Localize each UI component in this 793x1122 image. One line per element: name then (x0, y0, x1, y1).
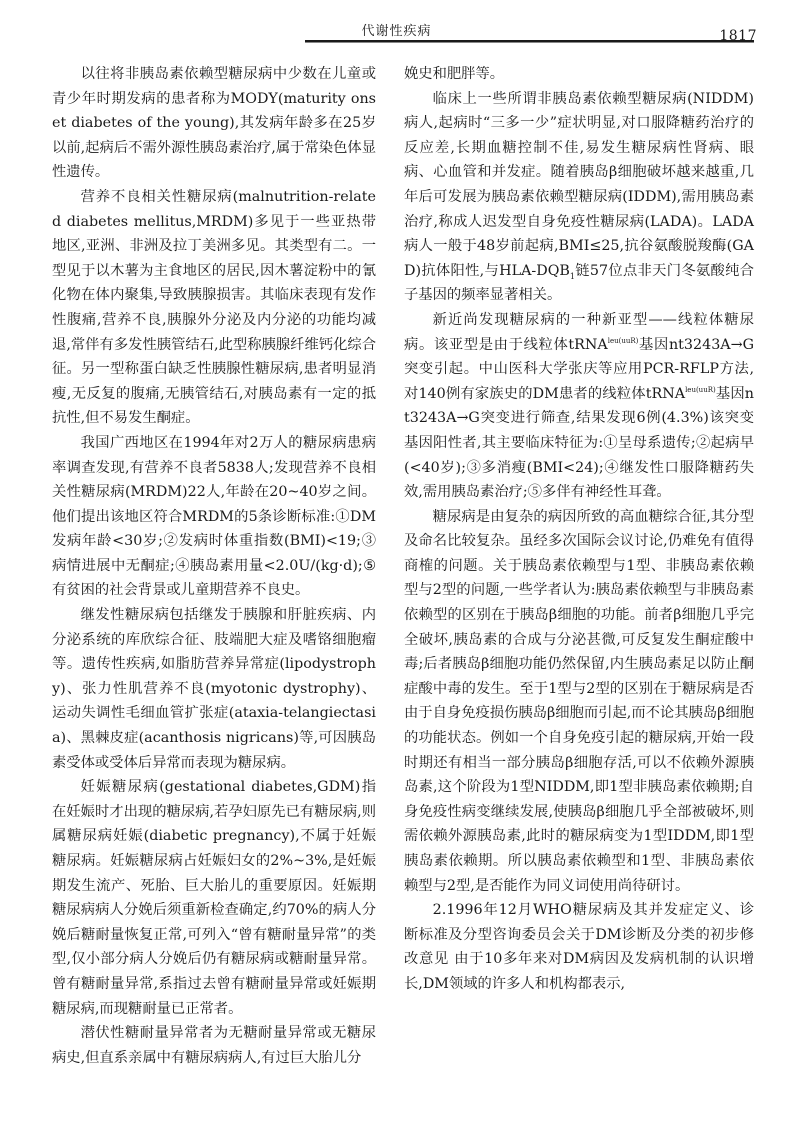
paragraph-secondary-diabetes: 继发性糖尿病包括继发于胰腺和肝脏疾病、内分泌系统的库欣综合征、肢端肥大症及嗜铬细胞瘤等。遗传性疾病,如脂肪营养异常症(lipodystrophy)、张力性肌营养不良(myotonic dystrophy)、运动失调性毛细血管扩张症(ataxia-telangiectasia)、黑棘皮症(acanthosis nigricans)等,可因胰岛素受体或受体后异常而表现为糖尿病。 (52, 607, 376, 771)
page-number: 1817 (719, 28, 757, 44)
paragraph-mitochondrial-diabetes (404, 308, 754, 505)
header-rule-thin (305, 42, 754, 43)
lada-text-2: 链57位点非天门冬氨酸纯合子基因的频率显著相关。 (404, 262, 754, 304)
lada-text-1: 临床上一些所谓非胰岛素依赖型糖尿病(NIDDM)病人,起病时“三多一少”症状明显,对口服降糖药治疗的反应差,长期血糖控制不佳,易发生糖尿病性肾病、眼病、心血管和并发症。随着胰岛β细胞破坏越来越重,几年后可发展为胰岛素依赖型糖尿病(IDDM),需用胰岛素治疗,称成人迟发型自身免疫性糖尿病(LADA)。LADA病人一般于48岁前起病,BMI≤25,抗谷氨酸脱羧酶(GAD)抗体阳性,与HLA-DQB (404, 90, 754, 279)
mito-text-3: 基因nt3243A→G突变进行筛查,结果发现6例(4.3%)该突变基因阳性者,其主要临床特征为:①呈母系遗传;②起病早(<40岁);③多消瘦(BMI<24);④继发性口服降糖药失效,需用胰岛素治疗;⑤多伴有神经性耳聋。 (404, 385, 754, 501)
paragraph-continuation: 娩史和肥胖等。 (404, 66, 505, 82)
paragraph-guangxi-survey: 我国广西地区在1994年对2万人的糖尿病患病率调查发现,有营养不良者5838人;发现营养不良相关性糖尿病(MRDM)22人,年龄在20~40岁之间。他们提出该地区符合MRDM的5条诊断标准:①DM发病年龄<30岁;②发病时体重指数(BMI)<19;③病情进展中无酮症;④胰岛素用量<2.0U/(kg·d);⑤有贫困的社会背景或儿童期营养不良史。 (52, 434, 376, 599)
lada-subscript: 1 (569, 271, 576, 281)
paragraph-mody: 以往将非胰岛素依赖型糖尿病中少数在儿童或青少年时期发病的患者称为MODY(maturity onset diabetes of the young),其发病年龄多在25岁以前,起病后不需外源性胰岛素治疗,属于常染色体显性遗传。 (52, 66, 376, 181)
right-column (404, 62, 754, 997)
paragraph-gestational-diabetes: 妊娠糖尿病(gestational diabetes,GDM)指在妊娠时才出现的糖尿病,若孕妇原先已有糖尿病,则属糖尿病妊娠(diabetic pregnancy),不属于妊娠糖尿病。妊娠糖尿病占妊娠妇女的2%~3%,是妊娠期发生流产、死胎、巨大胎儿的重要原因。妊娠期糖尿病病人分娩后须重新检查确定,约70%的病人分娩后糖耐量恢复正常,可列入“曾有糖耐量异常”的类型,仅小部分病人分娩后仍有糖尿病或糖耐量异常。曾有糖耐量异常,系指过去曾有糖耐量异常或妊娠期糖尿病,而现糖耐量已正常者。 (52, 779, 376, 1017)
paragraph-classification-debate: 糖尿病是由复杂的病因所致的高血糖综合征,其分型及命名比较复杂。虽经多次国际会议讨论,仍难免有值得商榷的问题。关于胰岛素依赖型与1型、非胰岛素依赖型与2型的问题,一些学者认为:胰岛素依赖型与非胰岛素依赖型的区别在于胰岛β细胞的功能。前者β细胞几乎完全破坏,胰岛素的合成与分泌甚微,可反复发生酮症酸中毒;后者胰岛β细胞功能仍然保留,内生胰岛素足以防止酮症酸中毒的发生。至于1型与2型的区别在于糖尿病是否由于自身免疫损伤胰岛β细胞而引起,而不论其胰岛β细胞的功能状态。例如一个自身免疫引起的糖尿病,开始一段时期还有相当一部分胰岛β细胞存活,可以不依赖外源胰岛素,这个阶段为1型NIDDM,即1型非胰岛素依赖期;自身免疫性病变继续发展,使胰岛β细胞几乎全部被破坏,则需依赖外源胰岛素,此时的糖尿病变为1型IDDM,即1型胰岛素依赖期。所以胰岛素依赖型和1型、非胰岛素依赖型与2型,是否能作为同义词使用尚待研讨。 (404, 508, 754, 894)
paragraph-latent-igt: 潜伏性糖耐量异常者为无糖耐量异常或无糖尿病史,但直系亲属中有糖尿病病人,有过巨大胎儿分 (52, 1025, 376, 1066)
running-header-title: 代谢性疾病 (361, 24, 432, 39)
left-column (52, 62, 376, 1070)
paragraph-who-1996: 2.1996年12月WHO糖尿病及其并发症定义、诊断标准及分型咨询委员会关于DM诊断及分类的初步修改意见 由于10多年来对DM病因及发病机制的认识增长,DM领域的许多人和机构都表示, (404, 902, 754, 992)
paragraph-mrdm: 营养不良相关性糖尿病(malnutrition-related diabetes mellitus,MRDM)多见于一些亚热带地区,亚洲、非洲及拉丁美洲多见。其类型有二。一型见于以木薯为主食地区的居民,因木薯淀粉中的氰化物在体内聚集,导致胰腺损害。其临床表现有发作性腹痛,营养不良,胰腺外分泌及内分泌的功能均减退,常伴有多发性胰管结石,此型称胰腺纤维钙化综合征。另一型称蛋白缺乏性胰腺性糖尿病,患者明显消瘦,无反复的腹痛,无胰管结石,对胰岛素有一定的抵抗性,但不易发生酮症。 (52, 188, 376, 427)
trna-superscript-1: leu(uuR) (607, 336, 639, 345)
paragraph-lada (404, 87, 754, 308)
trna-superscript-2: leu(uuR) (685, 385, 716, 394)
mito-text-2: 基因nt3243A→G突变引起。中山医科大学张庆等应用PCR-RFLP方法,对140例有家族史的DM患者的线粒体tRNA (404, 336, 755, 402)
mito-text-1: 新近尚发现糖尿病的一种新亚型——线粒体糖尿病。该亚型是由于线粒体tRNA (404, 311, 754, 353)
